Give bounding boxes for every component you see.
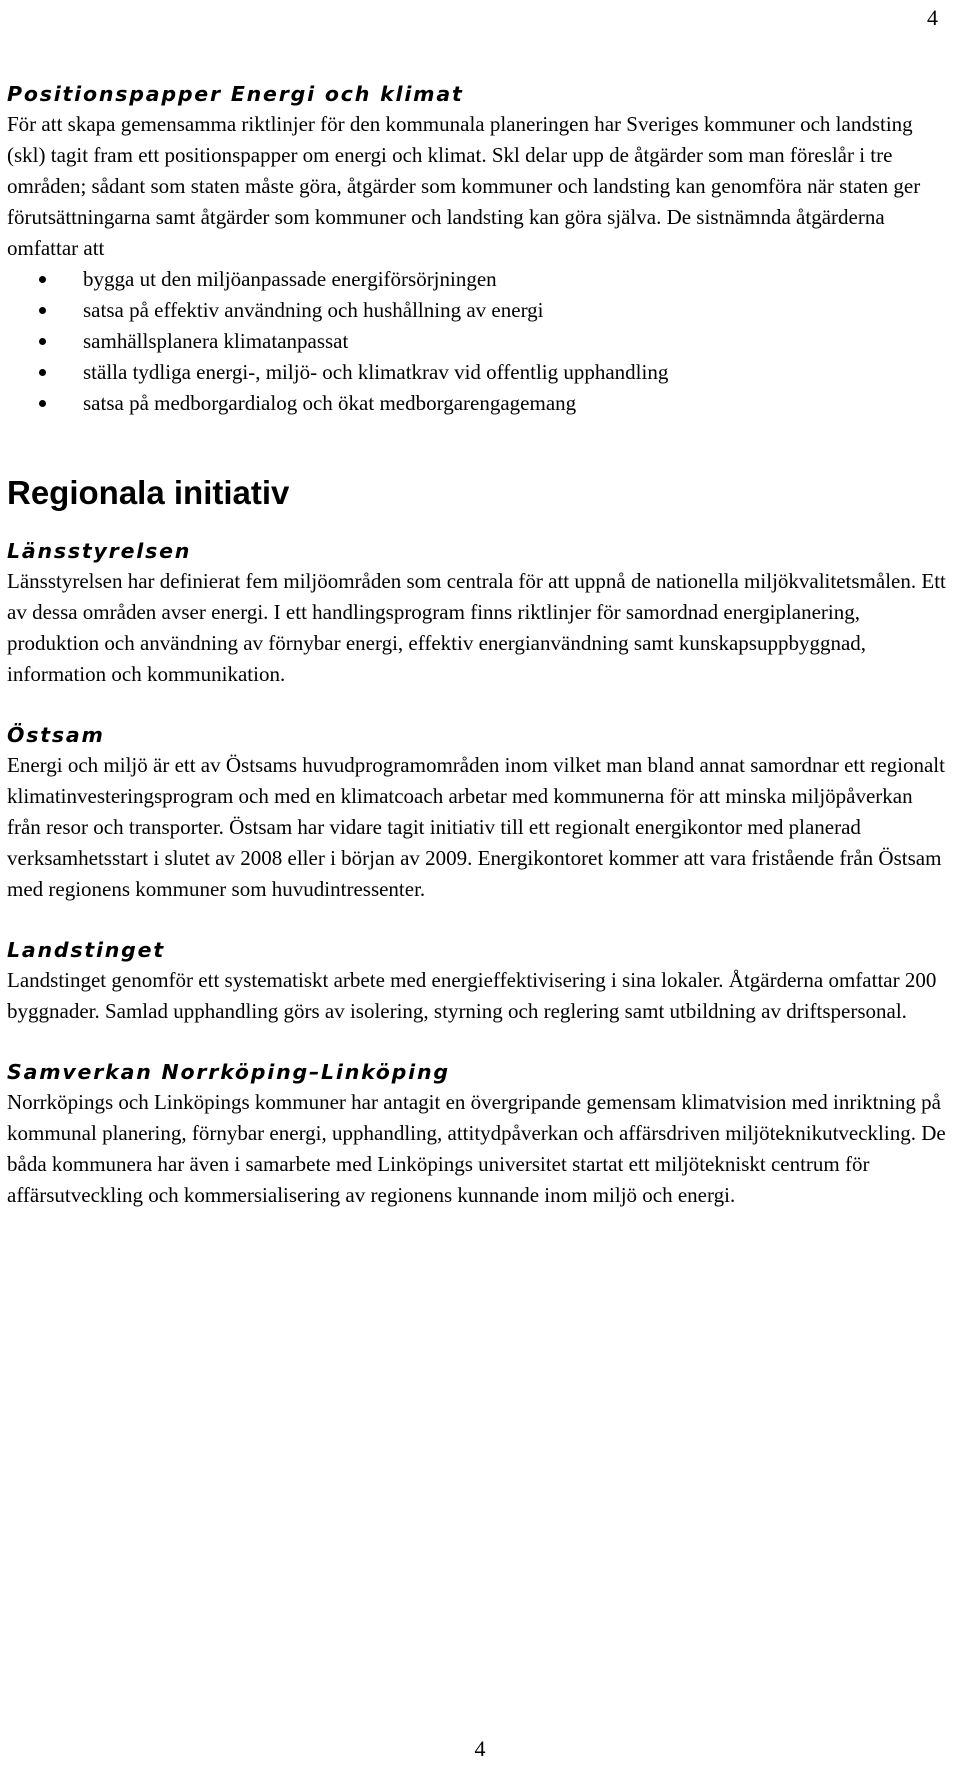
page-number-bottom: 4: [474, 1736, 486, 1761]
list-item-text: bygga ut den miljöanpassade energiförsörjningen: [83, 267, 497, 291]
list-item: [7, 264, 947, 295]
page-number-top: 4: [927, 5, 938, 30]
regionala-initiativ-heading: Regionala initiativ: [7, 474, 290, 511]
lansstyrelsen-text: Länsstyrelsen har definierat fem miljöområden som centrala för att uppnå de nationella miljökvalitetsmålen. Ett av dessa områden avser energi. I ett handlingsprogram finns riktlinjer för samordnad energiplanering, produktion och användning av förnybar energi, effektiv energianvändning samt kunskapsuppbyggnad, information och kommunikation.: [7, 569, 946, 686]
list-item-text: satsa på effektiv användning och hushållning av energi: [83, 298, 544, 322]
bullet-icon: [39, 400, 46, 407]
bullet-icon: [39, 338, 46, 345]
lansstyrelsen-heading: Länsstyrelsen: [7, 539, 192, 563]
ostsam-heading: Östsam: [7, 723, 105, 747]
list-item-text: ställa tydliga energi-, miljö- och klimatkrav vid offentlig upphandling: [83, 360, 669, 384]
samverkan-heading: Samverkan Norrköping–Linköping: [7, 1060, 450, 1084]
positionspapper-intro: För att skapa gemensamma riktlinjer för den kommunala planeringen har Sveriges kommuner och landsting (skl) tagit fram ett positionspapper om energi och klimat. Skl delar upp de åtgärder som man föreslår i tre områden; sådant som staten måste göra, åtgärder som kommuner och landsting kan genomföra när staten ger förutsättningarna samt åtgärder som kommuner och landsting kan göra själva. De sistnämnda åtgärderna omfattar att: [7, 112, 921, 260]
samverkan-text: Norrköpings och Linköpings kommuner har antagit en övergripande gemensam klimatvision med inriktning på kommunal planering, förnybar energi, upphandling, attitydpåverkan och affärsdriven miljöteknikutveckling. De båda kommunera har även i samarbete med Linköpings universitet startat ett miljötekniskt centrum för affärsutveckling och kommersialisering av regionens kunnande inom miljö och energi.: [7, 1090, 946, 1207]
document-body: [7, 80, 947, 1211]
bullet-icon: [39, 276, 46, 283]
bullet-icon: [39, 369, 46, 376]
list-item: [7, 357, 947, 388]
list-item-text: samhällsplanera klimatanpassat: [83, 329, 349, 353]
list-item-text: satsa på medborgardialog och ökat medborgarengagemang: [83, 391, 577, 415]
ostsam-text: Energi och miljö är ett av Östsams huvudprogramområden inom vilket man bland annat samordnar ett regionalt klimatinvesteringsprogram och med en klimatcoach arbetar med kommunerna för att minska miljöpåverkan från resor och transporter. Östsam har vidare tagit initiativ till ett regionalt energikontor med planerad verksamhetsstart i slutet av 2008 eller i början av 2009. Energikontoret kommer att vara fristående från Östsam med regionens kommuner som huvudintressenter.: [7, 753, 945, 901]
positionspapper-heading: Positionspapper Energi och klimat: [7, 82, 464, 106]
list-item: [7, 326, 947, 357]
landstinget-text: Landstinget genomför ett systematiskt arbete med energieffektivisering i sina lokaler. Åtgärderna omfattar 200 byggnader. Samlad upphandling görs av isolering, styrning och reglering samt utbildning av driftspersonal.: [7, 968, 937, 1023]
landstinget-heading: Landstinget: [7, 938, 165, 962]
bullet-icon: [39, 307, 46, 314]
list-item: [7, 388, 947, 419]
list-item: [7, 295, 947, 326]
positionspapper-bullet-list: [7, 264, 947, 419]
